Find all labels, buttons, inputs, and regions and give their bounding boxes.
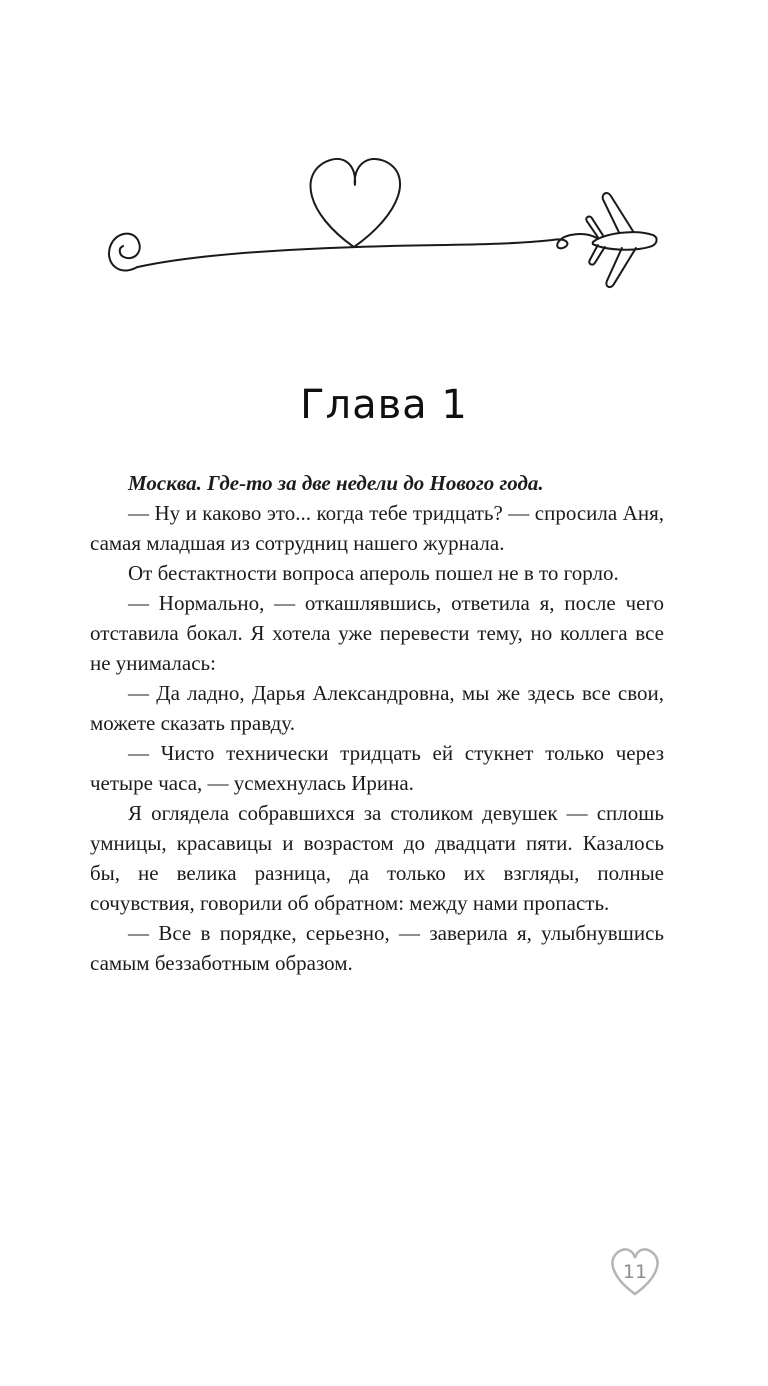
trail-line — [137, 234, 597, 267]
heart-icon — [311, 159, 401, 247]
paragraph: — Чисто технически тридцать ей стукнет только через четыре часа, — усмехнулась Ирина. — [90, 741, 664, 795]
paragraph: — Ну и каково это... когда тебе тридцать? — спросила Аня, самая младшая из сотрудниц нашего журнала. — [90, 501, 664, 555]
page-number-badge — [606, 1244, 664, 1300]
paragraph: От бестактности вопроса апероль пошел не в то горло. — [128, 561, 619, 585]
lead-line: Москва. Где-то за две недели до Нового года. — [128, 471, 544, 495]
paragraph: — Нормально, — откашлявшись, ответила я, после чего отставила бокал. Я хотела уже перевести тему, но коллега все не унималась: — [90, 591, 664, 675]
paragraph: Я оглядела собравшихся за столиком девушек — сплошь умницы, красавицы и возрастом до двадцати пяти. Казалось бы, не велика разница, да только их взгляды, полные сочувствия, говорили об обратном: между нами пропасть. — [90, 801, 664, 915]
airplane-icon — [586, 193, 656, 287]
page-number: 11 — [622, 1261, 648, 1283]
pin-loop-icon — [109, 234, 140, 271]
body-text — [90, 468, 664, 978]
chapter-title: Глава 1 — [300, 382, 468, 428]
paragraph: — Да ладно, Дарья Александровна, мы же здесь все свои, можете сказать правду. — [90, 681, 664, 735]
paragraph: — Все в порядке, серьезно, — заверила я, улыбнувшись самым беззаботным образом. — [90, 921, 664, 975]
heart-line-airplane-illustration — [103, 146, 665, 308]
